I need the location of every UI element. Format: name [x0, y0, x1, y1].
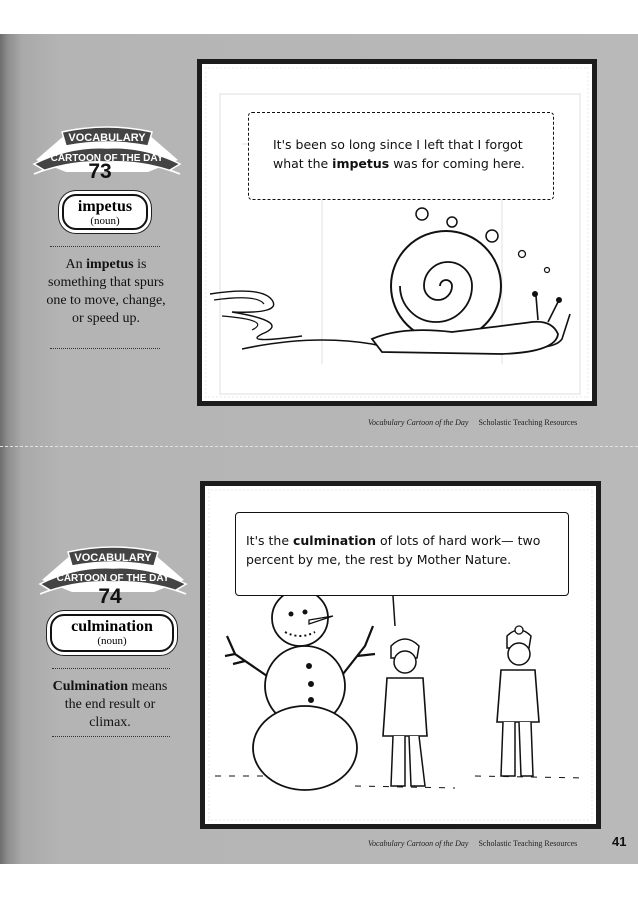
credit-line: [368, 839, 577, 848]
definition-term: impetus: [86, 257, 134, 272]
word-box: [50, 614, 174, 652]
caption-after: of lots of hard work— two percent by me, the rest by Mother Nature.: [246, 533, 541, 567]
definition-after: means the end result or climax.: [64, 679, 168, 730]
divider-dots: [52, 736, 170, 737]
vocab-word: impetus: [77, 198, 133, 215]
vocab-word: culmination: [71, 618, 153, 635]
credit-title: Vocabulary Cartoon of the Day: [368, 418, 469, 427]
credit-publisher: Scholastic Teaching Resources: [478, 418, 578, 427]
caption-before: It's the: [246, 533, 293, 548]
part-of-speech: (noun): [97, 635, 127, 647]
definition: [50, 678, 170, 732]
definition: [46, 256, 166, 328]
badge-line1: VOCABULARY: [68, 132, 146, 144]
credit-title: Vocabulary Cartoon of the Day: [368, 839, 469, 848]
speech-bubble: [235, 512, 569, 596]
caption-after: was for coming here.: [389, 156, 525, 171]
caption-before: It's been so long since I left that I forgot what the: [273, 137, 523, 171]
cartoon-number: 73: [88, 160, 112, 183]
definition-after: is something that spurs one to move, change, or speed up.: [46, 257, 166, 326]
badge-line2: CARTOON OF THE DAY: [50, 153, 164, 164]
definition-before: An: [65, 257, 87, 272]
cut-line: [0, 446, 638, 447]
page-number: 41: [612, 834, 627, 849]
divider-dots: [50, 348, 160, 349]
credit-publisher: Scholastic Teaching Resources: [478, 839, 578, 848]
credit-line: [368, 418, 577, 427]
speech-bubble: [248, 112, 554, 200]
definition-term: Culmination: [52, 679, 129, 694]
word-box: [62, 194, 148, 230]
badge-line2: CARTOON OF THE DAY: [56, 573, 170, 584]
badge-line1: VOCABULARY: [74, 552, 152, 564]
part-of-speech: (noun): [90, 215, 120, 227]
divider-dots: [50, 246, 160, 247]
divider-dots: [52, 668, 170, 669]
cartoon-number: 74: [98, 585, 122, 608]
caption-term: impetus: [332, 156, 390, 171]
caption-term: culmination: [293, 533, 376, 548]
